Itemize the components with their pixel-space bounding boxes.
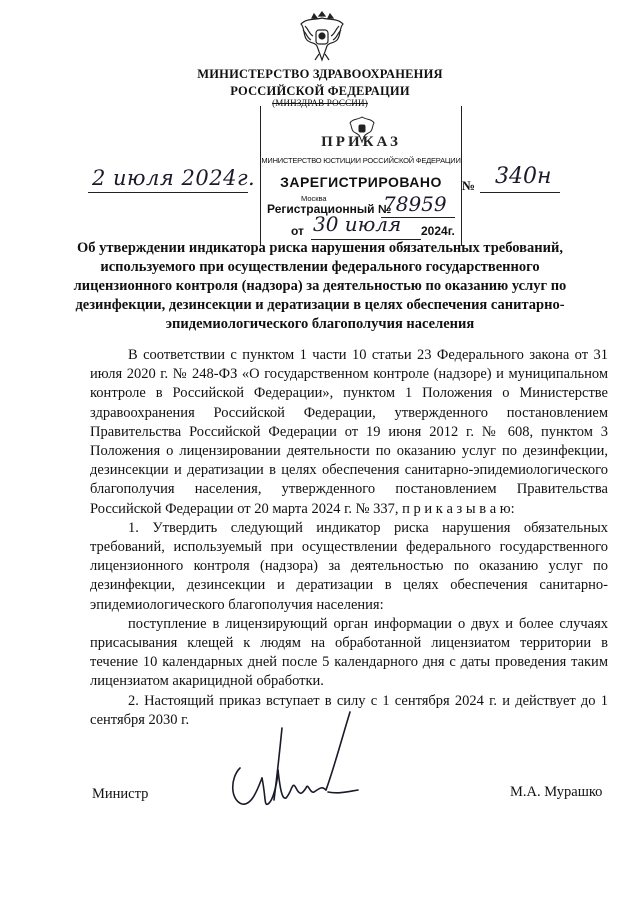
registration-stamp — [260, 106, 462, 246]
stamp-date-prefix: от — [291, 224, 304, 238]
order-date-underline — [88, 192, 248, 193]
order-number-sign: № — [462, 178, 476, 193]
signer-role: Министр — [92, 786, 149, 802]
body-paragraph-preamble — [90, 346, 608, 519]
body-paragraph-indicator: поступление в лицензирующий орган информации о двух и более случаях присасывания клещей к людям на обработанной лицензиатом территории в течение 10 календарных дней после 5 календарного дня с даты проведения таким лицензиатом акарицидной обработки. — [90, 615, 608, 690]
stamp-justice-ministry: МИНИСТЕРСТВО ЮСТИЦИИ РОССИЙСКОЙ ФЕДЕРАЦИИ — [261, 156, 461, 165]
stamp-reg-number: 78959 — [383, 192, 447, 216]
order-number: 340н — [495, 164, 552, 189]
stamp-city: Москва — [301, 194, 327, 203]
stamp-date-handwritten: 30 июля — [313, 212, 402, 236]
ministry-name-line2: РОССИЙСКОЙ ФЕДЕРАЦИИ — [230, 84, 410, 98]
double-headed-eagle-emblem-icon — [297, 6, 347, 64]
body-paragraph-item2: 2. Настоящий приказ вступает в силу с 1 сентября 2024 г. и действует до 1 сентября 2030 г. — [90, 692, 608, 728]
stamp-reg-label: Регистрационный № — [267, 202, 392, 216]
order-number-underline — [480, 192, 560, 193]
ministry-name-line1: МИНИСТЕРСТВО ЗДРАВООХРАНЕНИЯ — [197, 67, 443, 81]
document-title: Об утверждении индикатора риска нарушения обязательных требований, используемого при осуществлении федерального государственного лицензионного контроля (надзора) за деятельностью по оказанию услуг по дезинфекции, дезинсекции и дератизации в целях обеспечения санитарно-эпидемиологического благополучия населения — [73, 240, 567, 332]
stamp-year-suffix: 2024г. — [421, 224, 455, 238]
order-date: 2 июля 2024г. — [92, 166, 256, 190]
signer-name: М.А. Мурашко — [510, 784, 603, 800]
stamp-registered: ЗАРЕГИСТРИРОВАНО — [280, 174, 442, 190]
stamp-doc-type: ПРИКАЗ — [321, 134, 401, 150]
body-paragraph-item1: 1. Утвердить следующий индикатор риска нарушения обязательных требований, используемый при осуществлении федерального государственного лицензионного контроля (надзора) за деятельностью по оказанию услуг по дезинфекции, дезинсекции и дератизации в целях обеспечения санитарно-эпидемиологического благополучия населения: — [90, 519, 608, 613]
handwritten-signature-icon — [222, 708, 372, 828]
ministry-header — [150, 66, 490, 109]
order-word: п р и к а з ы в а ю: — [402, 500, 515, 517]
preamble-text: В соответствии с пунктом 1 части 10 статьи 23 Федерального закона от 31 июля 2020 г. № 248-ФЗ «О государственном контроле (надзоре) и муниципальном контроле в Российской Федерации», пунктом 1 Положения о Министерстве здравоохранения Российской Федерации, утвержденного постановлением Правительства Российской Федерации от 19 июня 2012 г. № 608, пунктом 3 Положения о лицензировании деятельности по оказанию услуг по дезинфекции, дезинсекции и дератизации в целях обеспечения санитарно-эпидемиологического благополучия населения, утвержденного постановлением Правительства Российской Федерации от 20 марта 2024 г. № 337, — [90, 347, 608, 517]
document-body — [90, 346, 608, 730]
ministry-abbreviation: (МИНЗДРАВ РОССИИ) — [272, 98, 368, 108]
